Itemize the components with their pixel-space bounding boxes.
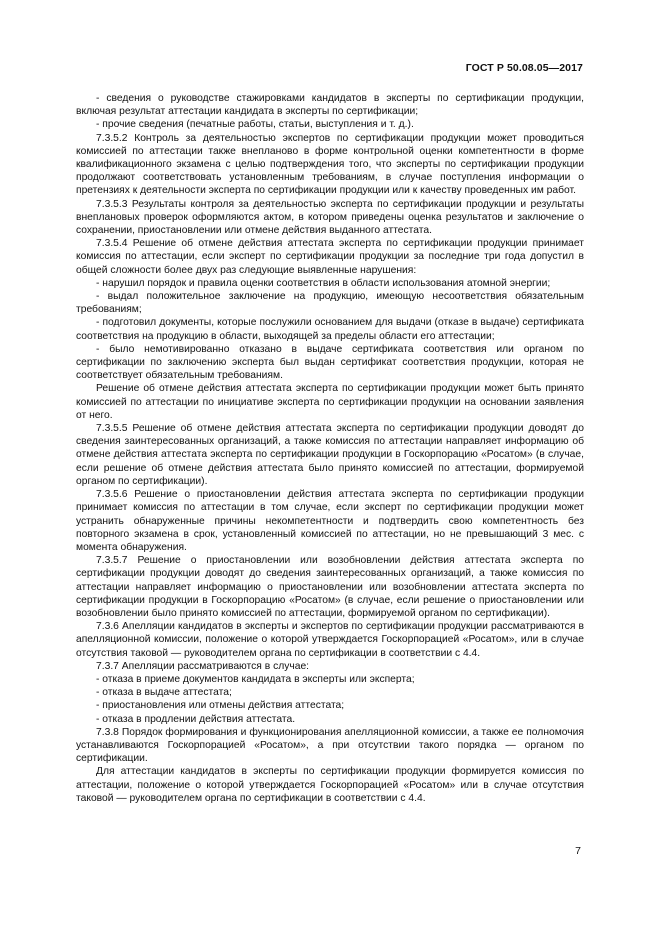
paragraph-7-3-7: 7.3.7 Апелляции рассматриваются в случае:: [96, 660, 310, 672]
page-number: 7: [575, 845, 581, 857]
list-item-appeal-2: - отказа в выдаче аттестата;: [96, 687, 232, 699]
list-item-appeal-3: - приостановления или отмены действия аттестата;: [96, 700, 345, 712]
list-item-appeal-1: - отказа в приеме документов кандидата в эксперты или эксперта;: [96, 673, 415, 685]
paragraph-7-3-5-4: 7.3.5.4 Решение об отмене действия аттестата эксперта по сертификации продукции принимает комиссия по аттестации, если эксперт по сертификации продукции за последние три года допустил в общей сложности более двух раз следующие выявленные нарушения:: [76, 238, 584, 276]
paragraph-7-3-8: 7.3.8 Порядок формирования и функционирования апелляционной комиссии, а также ее полномочия устанавливаются Госкорпорацией «Росатом», а при отсутствии такого порядка — органом по сертификации.: [76, 726, 584, 765]
list-item-appeal-4: - отказа в продлении действия аттестата.: [96, 713, 296, 725]
document-code-header: ГОСТ Р 50.08.05—2017: [465, 62, 583, 74]
list-item-violation-1: - нарушил порядок и правила оценки соответствия в области использования атомной энергии;: [96, 277, 551, 289]
paragraph-7-3-5-5: 7.3.5.5 Решение об отмене действия аттестата эксперта по сертификации продукции доводят до сведения заинтересованных организаций, а также комиссия по аттестации направляет информацию об отмене действия аттестата эксперта по сертификации продукции в Госкорпорацию «Росатом» (в случае, если решение об отмене действия аттестата было принято комиссией по аттестации, формируемой органом по сертификации).: [76, 423, 584, 487]
paragraph-7-3-6: 7.3.6 Апелляции кандидатов в эксперты и экспертов по сертификации продукции рассматриваются в апелляционной комиссии, положение о которой утверждается Госкорпорацией «Росатом», или в случае отсутствия таковой — руководителем органа по сертификации в соответствии с 4.4.: [76, 621, 584, 659]
list-item-violation-3: - подготовил документы, которые послужили основанием для выдачи (отказе в выдаче) сертификата соответствия на продукцию в области, выходящей за пределы области его аттестации;: [76, 317, 584, 342]
list-item-violation-4: - было немотивированно отказано в выдаче сертификата соответствия или органом по сертификации по заключению эксперта был выдан сертификат соответствия продукции, которая не соответствует обязательным требованиям.: [76, 343, 584, 382]
paragraph-final: Для аттестации кандидатов в эксперты по сертификации продукции формируется комиссия по аттестации, положение о которой утверждается Госкорпорацией «Росатом» или в случае отсутствия таковой — руководителем органа по сертификации в соответствии с 4.4.: [76, 766, 584, 804]
paragraph-7-3-5-7: 7.3.5.7 Решение о приостановлении или возобновлении действия аттестата эксперта по сертификации продукции доводят до сведения заинтересованных организаций, а также комиссия по аттестации направляет информацию о приостановлении или возобновлении аттестата эксперта по сертификации продукции в Госкорпорацию «Росатом» (в случае, если решение о приостановлении или возобновлении было принято комиссией по аттестации, формируемой органом по сертификации).: [76, 555, 584, 619]
paragraph-7-3-5-6: 7.3.5.6 Решение о приостановлении действия аттестата эксперта по сертификации продукции принимает комиссия по аттестации в том случае, если эксперт по сертификации продукции может устранить обнаруженные причины некомпетентности и подтвердить свою компетентность без повторного экзамена в срок, установленный комиссией по аттестации, но не превышающий 3 мес. с момента обнаружения.: [76, 489, 584, 553]
paragraph-7-3-5-3: 7.3.5.3 Результаты контроля за деятельностью эксперта по сертификации продукции и результаты внеплановых проверок оформляются актом, в котором приведены оценка результатов и заключение о сохранении, приостановлении или отмене действия выданного аттестата.: [76, 198, 584, 237]
paragraph-cancellation-initiative: Решение об отмене действия аттестата эксперта по сертификации продукции может быть принято комиссией по аттестации по инициативе эксперта по сертификации продукции на основании заявления от него.: [76, 383, 584, 421]
document-body: [76, 92, 584, 805]
list-item-violation-2: - выдал положительное заключение на продукцию, имеющую несоответствия обязательным требованиям;: [76, 291, 584, 316]
paragraph-7-3-5-2: 7.3.5.2 Контроль за деятельностью экспертов по сертификации продукции может проводиться комиссией по аттестации также внеплановo в форме контрольной оценки компетентности в форме квалификационного экзамена с целью подтверждения того, что эксперты по сертификации продукции продолжают соответствовать установленным требованиям, в случае поступления информации о претензиях к деятельности эксперта по сертификации продукции или к качеству проведенных им работ.: [76, 132, 584, 197]
paragraph-1: - сведения о руководстве стажировками кандидатов в эксперты по сертификации продукции, включая результат аттестации кандидата в эксперты по сертификации;: [76, 93, 584, 118]
paragraph-2: - прочие сведения (печатные работы, статьи, выступления и т. д.).: [96, 119, 414, 131]
